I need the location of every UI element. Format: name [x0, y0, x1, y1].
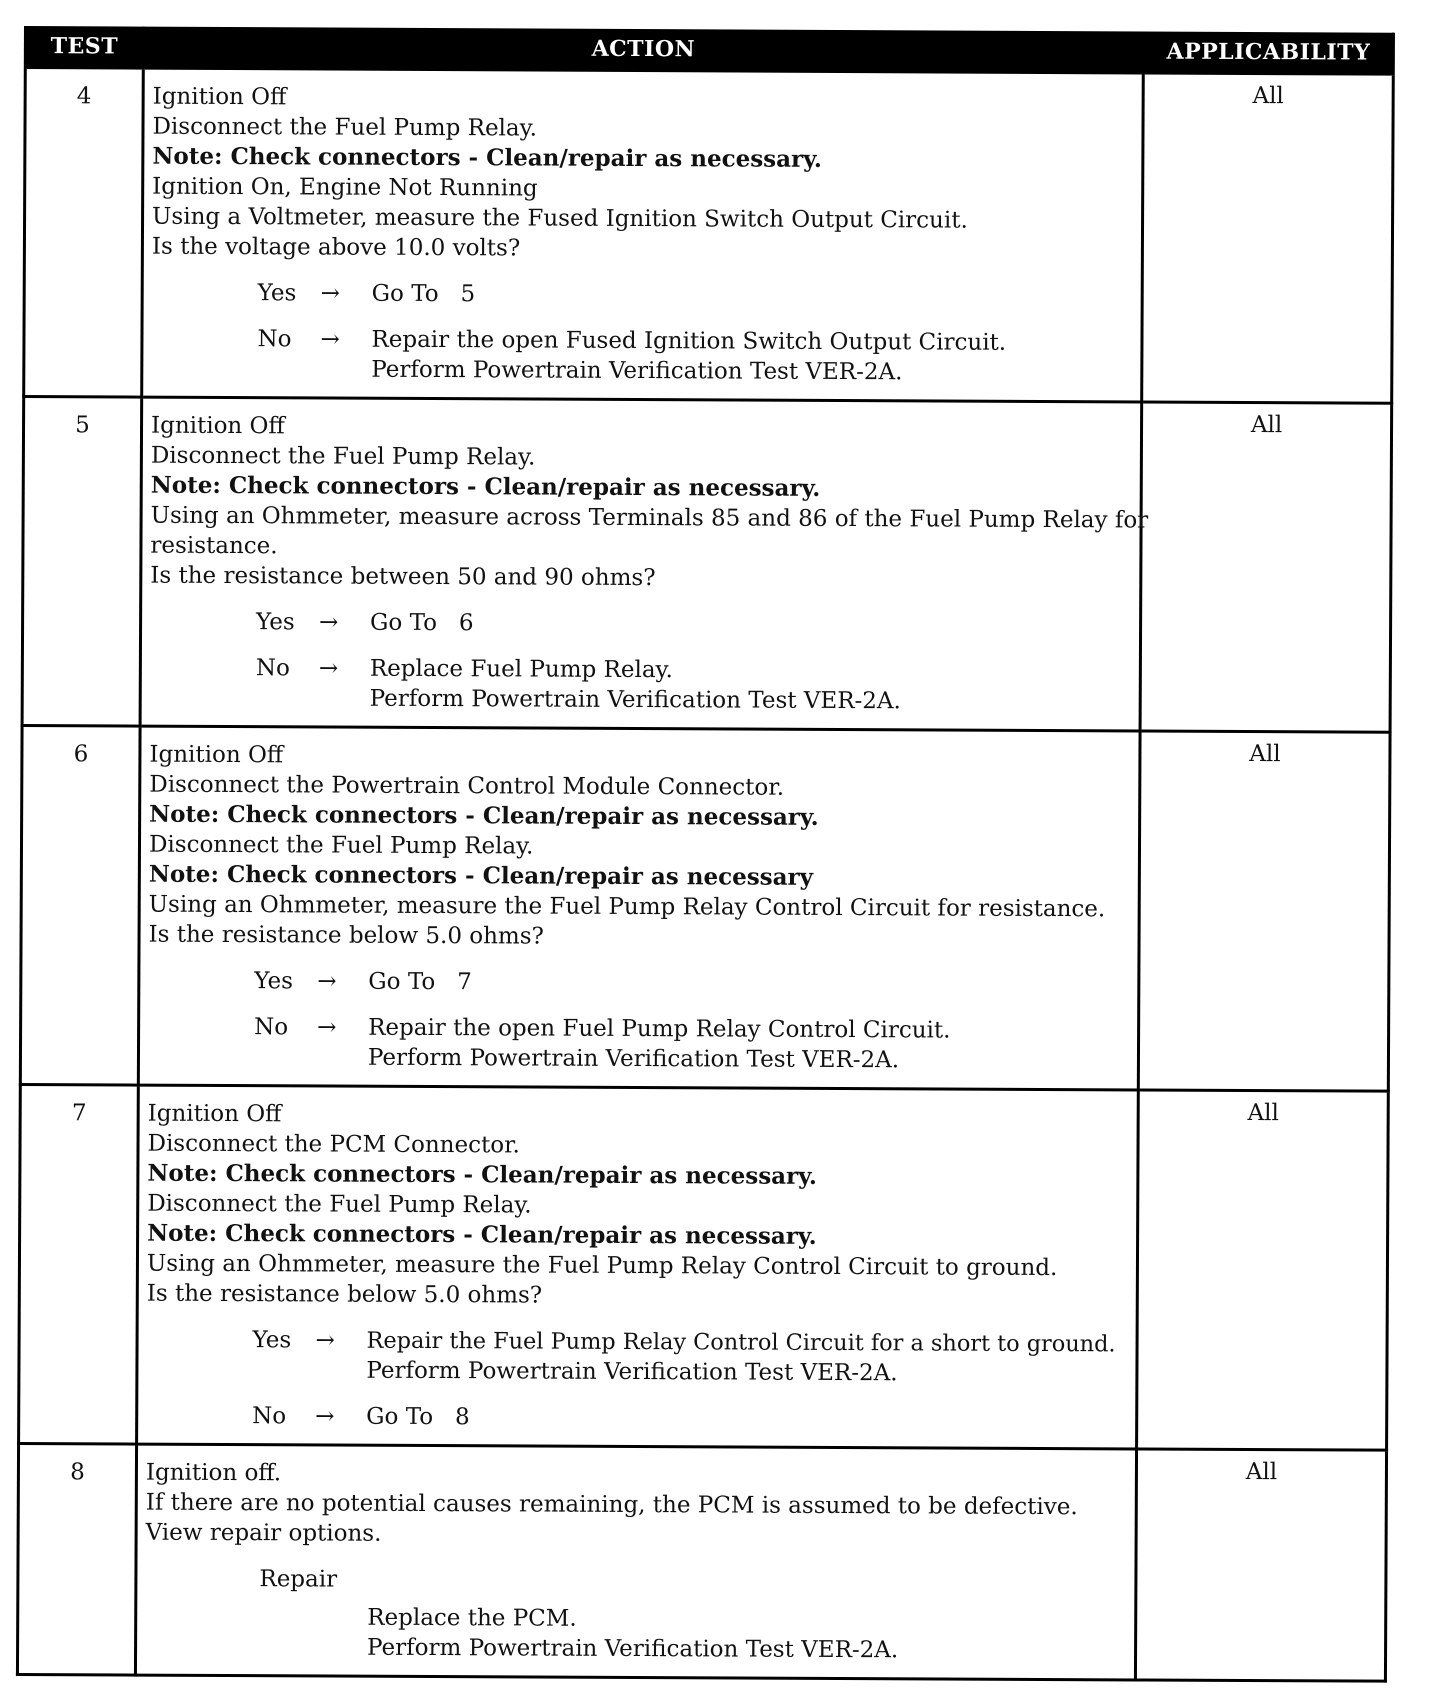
repair-label: Repair [259, 1566, 338, 1593]
action-note: Note: Check connectors - Clean/repair as necessary. [152, 142, 822, 173]
test-number: 8 [17, 1443, 136, 1675]
action-line: View repair options. [145, 1519, 382, 1547]
applicability-cell: All [1138, 731, 1390, 1091]
action-line: Is the resistance between 50 and 90 ohms? [150, 562, 656, 592]
test-number: 7 [19, 1084, 139, 1444]
header-test: TEST [25, 26, 143, 68]
yes-branch [254, 966, 1129, 1000]
applicability-cell: All [1137, 1090, 1389, 1450]
applicability-cell: All [1135, 1449, 1386, 1681]
yes-branch [252, 1325, 1127, 1389]
action-line: Using a Voltmeter, measure the Fused Ignition Switch Output Circuit. [152, 203, 968, 234]
action-line: Using an Ohmmeter, measure the Fuel Pump Relay Control Circuit to ground. [146, 1250, 1058, 1282]
action-line: Ignition On, Engine Not Running [152, 173, 538, 202]
action-cell [142, 68, 1144, 402]
no-result-line: Repair the open Fuel Pump Relay Control Circuit. [368, 1014, 951, 1044]
action-cell [137, 1085, 1139, 1449]
yes-label: Yes [252, 1327, 292, 1354]
no-branch [252, 1401, 1127, 1435]
action-line: If there are no potential causes remaining, the PCM is assumed to be defective. [145, 1489, 1078, 1521]
yes-branch [256, 607, 1131, 641]
repair-step: Replace the PCM. [367, 1604, 577, 1632]
repair-block [145, 1564, 1126, 1667]
yes-label: Yes [256, 609, 295, 636]
action-line: Is the voltage above 10.0 volts? [151, 233, 521, 262]
action-line: Disconnect the Fuel Pump Relay. [150, 442, 536, 471]
action-line: Ignition Off [150, 412, 285, 440]
no-result-line: Perform Powertrain Verification Test VER-2A. [371, 356, 903, 386]
table-row [17, 1443, 1386, 1681]
repair-step: Perform Powertrain Verification Test VER-2A. [367, 1634, 899, 1664]
action-cell [135, 1444, 1136, 1680]
no-result-line: Repair the open Fused Ignition Switch Output Circuit. [371, 326, 1007, 356]
action-line: Is the resistance below 5.0 ohms? [148, 921, 544, 950]
action-note: Note: Check connectors - Clean/repair as necessary [148, 860, 814, 891]
header-action: ACTION [143, 27, 1143, 73]
table-row [24, 68, 1394, 404]
action-note: Note: Check connectors - Clean/repair as necessary. [147, 1159, 818, 1190]
arrow-right-icon: → [320, 280, 341, 307]
yes-result-line: Go To 5 [371, 280, 476, 308]
table-row [19, 1084, 1389, 1450]
yes-result-line: Repair the Fuel Pump Relay Control Circuit for a short to ground. [366, 1327, 1116, 1358]
no-branch [257, 324, 1132, 388]
action-line: Disconnect the Fuel Pump Relay. [148, 831, 534, 860]
action-line: Ignition Off [152, 83, 287, 111]
action-line: Ignition Off [147, 1100, 282, 1128]
action-cell [138, 726, 1140, 1090]
no-result-line: Perform Powertrain Verification Test VER-2A. [367, 1044, 900, 1074]
test-number: 6 [20, 725, 140, 1085]
action-line: Is the resistance below 5.0 ohms? [146, 1280, 543, 1309]
yes-result-line: Go To 7 [368, 968, 472, 996]
arrow-right-icon: → [317, 1014, 337, 1041]
yes-label: Yes [254, 968, 294, 995]
yes-branch [258, 278, 1133, 312]
no-branch [254, 1012, 1129, 1076]
action-line: Using an Ohmmeter, measure the Fuel Pump Relay Control Circuit for resistance. [148, 891, 1106, 923]
action-line: Ignition Off [149, 741, 284, 769]
action-note: Note: Check connectors - Clean/repair as necessary. [150, 471, 821, 502]
action-line: Disconnect the PCM Connector. [147, 1130, 520, 1159]
applicability-cell: All [1142, 73, 1394, 403]
action-line: Disconnect the Fuel Pump Relay. [147, 1190, 532, 1219]
table-header-row [25, 26, 1393, 74]
no-label: No [255, 655, 290, 682]
no-result-line: Perform Powertrain Verification Test VER-2A. [369, 685, 901, 715]
action-line: Ignition off. [145, 1459, 282, 1487]
no-label: No [252, 1403, 287, 1430]
action-cell [140, 397, 1149, 731]
test-number: 4 [24, 68, 144, 398]
arrow-right-icon: → [318, 655, 339, 682]
no-result-line: Replace Fuel Pump Relay. [369, 655, 673, 684]
table-row [22, 397, 1392, 733]
diagnostic-test-table [16, 26, 1395, 1683]
action-note: Note: Check connectors - Clean/repair as necessary. [149, 800, 819, 831]
action-line: resistance. [150, 532, 278, 560]
action-note: Note: Check connectors - Clean/repair as necessary. [147, 1219, 817, 1250]
action-line: Disconnect the Powertrain Control Module Connector. [149, 771, 785, 801]
test-number: 5 [22, 397, 142, 727]
table-row [20, 725, 1390, 1091]
no-label: No [257, 326, 292, 353]
no-label: No [254, 1014, 289, 1041]
arrow-right-icon: → [315, 1403, 335, 1430]
no-result-line: Go To 8 [366, 1403, 470, 1431]
arrow-right-icon: → [315, 1327, 335, 1354]
action-line: Using an Ohmmeter, measure across Terminals 85 and 86 of the Fuel Pump Relay for [150, 502, 1149, 534]
arrow-right-icon: → [317, 968, 337, 995]
yes-label: Yes [257, 280, 297, 307]
diagnostic-test-table-wrapper [16, 26, 1392, 1683]
action-line: Disconnect the Fuel Pump Relay. [152, 113, 537, 142]
yes-result-line: Perform Powertrain Verification Test VER-2A. [366, 1357, 898, 1387]
arrow-right-icon: → [320, 326, 340, 353]
applicability-cell: All [1140, 402, 1392, 732]
no-branch [256, 653, 1131, 717]
arrow-right-icon: → [319, 609, 339, 636]
header-applicability: APPLICABILITY [1143, 31, 1393, 74]
yes-result-line: Go To 6 [370, 609, 474, 637]
